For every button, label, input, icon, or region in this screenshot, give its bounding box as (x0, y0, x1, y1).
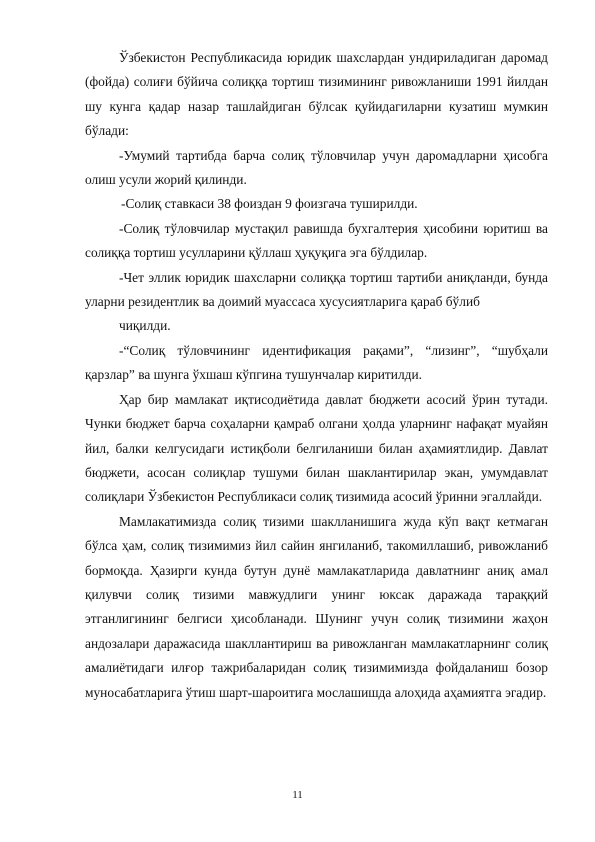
paragraph-tax-rate: -Солиқ ставкаси 38 фоиздан 9 фоизгача туширилди. (121, 196, 418, 212)
paragraph-foreign-entities: -Чет эллик юридик шахсларни солиққа тортиш тартиби аниқланди, бунда уларни резидентлик ва доимий муассаса хусусиятларига қараб бўлиб (85, 269, 548, 310)
document-body (85, 46, 548, 705)
paragraph-new-concepts: -“Солиқ тўловчининг идентификация рақами”, “лизинг”, “шубҳали қарзлар” ва шунга ўхшаш кўпгина тушунчалар киритилди. (85, 342, 548, 383)
paragraph-state-budget: Ҳар бир мамлакат иқтисодиётида давлат бюджети асосий ўрин тутади. Чунки бюджет барча соҳаларни қамраб олгани ҳолда уларнинг нафақат муайян йил, балки келгусидаги истиқболи белгиланиши билан аҳамиятлидир. Давлат бюджети, асосан солиқлар тушуми билан шаклантирилар экан, умумдавлат солиқлари Ўзбекистон Республикаси солиқ тизимида асосий ўринни эгаллайди. (85, 391, 548, 505)
page-number: 11 (292, 789, 303, 801)
paragraph-tax-system-development: Мамлакатимизда солиқ тизими шаклланишига жуда кўп вақт кетмаган бўлса ҳам, солиқ тизимимиз йил сайин янгиланиб, такомиллашиб, ривожланиб бормоқда. Ҳазирги кунда бутун дунё мамлакатларида давлатнинг аниқ амал қилувчи солиқ тизими мавжудлиги унинг юксак даражада тараққий этганлигининг белгиси ҳисобланади. Шунинг учун солиқ тизимини жаҳон андозалари даражасида шакллантириш ва ривожланган мамлакатларнинг солиқ амалиётидаги илғор тажрибаларидан солиқ тизимимизда фойдаланиш бозор муносабатларига ўтиш шарт-шароитига мослашишда алоҳида аҳамиятга эгадир. (85, 513, 548, 700)
paragraph-bookkeeping-rights: -Солиқ тўловчилар мустақил равишда бухгалтерия ҳисобини юритиш ва солиққа тортиш усулларини қўллаш ҳуқуқига эга бўлдилар. (85, 220, 548, 261)
paragraph-foreign-entities-end: чиқилди. (119, 318, 171, 334)
paragraph-accounting-method: -Умумий тартибда барча солиқ тўловчилар учун даромадларни ҳисобга олиш усули жорий қилинди. (85, 147, 548, 188)
paragraph-intro: Ўзбекистон Республикасида юридик шахслардан ундириладиган даромад (фойда) солиғи бўйича солиққа тортиш тизимининг ривожланиши 1991 йилдан шу кунга қадар назар ташлайдиган бўлсак қуйидагиларни кузатиш мумкин бўлади: (85, 50, 548, 139)
